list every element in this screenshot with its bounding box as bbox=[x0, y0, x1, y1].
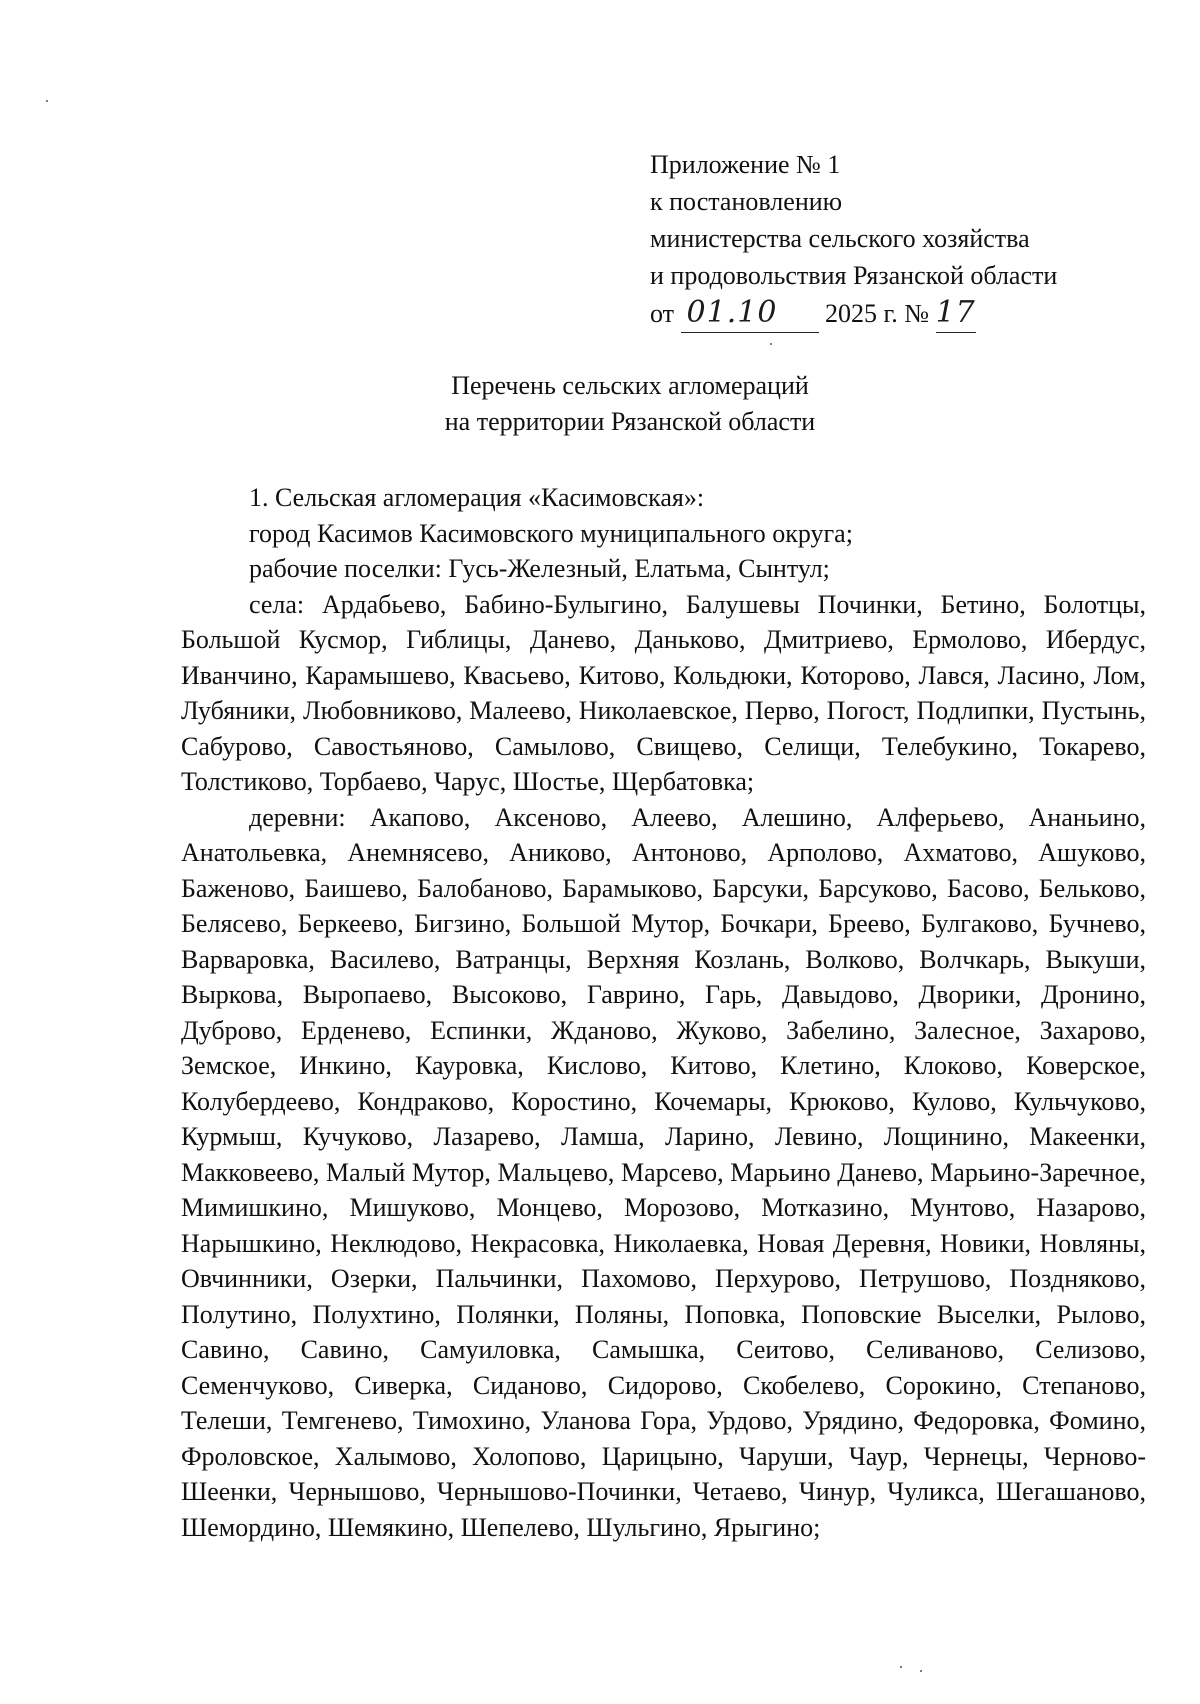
appendix-date-line bbox=[650, 294, 1057, 333]
appendix-ministry: министерства сельского хозяйства bbox=[650, 224, 1030, 253]
scan-speck bbox=[900, 1666, 902, 1668]
title-line-1: Перечень сельских агломераций bbox=[451, 371, 809, 400]
document-body bbox=[181, 480, 1146, 1545]
section-heading: 1. Сельская агломерация «Касимовская»: bbox=[249, 483, 705, 512]
scan-speck bbox=[920, 1670, 922, 1672]
title-line-2: на территории Рязанской области bbox=[444, 407, 816, 436]
section-villages: села: Ардабьево, Бабино-Булыгино, Балушевы Починки, Бетино, Болотцы, Большой Кусмор, Гиблицы, Данево, Даньково, Дмитриево, Ермолово, Ибердус, Иванчино, Карамышево, Квасьево, Китово, Кольдюки, Которово, Лався, Ласино, Лом, Лубяники, Любовниково, Малеево, Николаевское, Перво, Погост, Подлипки, Пустынь, Сабурово, Савостьяново, Самылово, Свищево, Селищи, Телебукино, Токарево, Толстиково, Торбаево, Чарус, Шостье, Щербатовка; bbox=[181, 589, 1146, 796]
scan-speck bbox=[770, 343, 772, 345]
year-and-number-label: 2025 г. № bbox=[825, 299, 930, 328]
appendix-ministry-region: и продовольствия Рязанской области bbox=[650, 261, 1058, 290]
document-title bbox=[360, 368, 900, 440]
appendix-to-resolution: к постановлению bbox=[650, 187, 843, 216]
section-settlements: рабочие поселки: Гусь-Железный, Елатьма, Сынтул; bbox=[249, 554, 830, 583]
handwritten-number: 17 bbox=[935, 295, 976, 330]
section-city: город Касимов Касимовского муниципального округа; bbox=[249, 518, 853, 548]
handwritten-date: 01.10 bbox=[686, 295, 778, 330]
number-field bbox=[936, 294, 976, 333]
appendix-number: Приложение № 1 bbox=[650, 150, 841, 179]
appendix-header bbox=[650, 146, 1057, 333]
section-hamlets: деревни: Акапово, Аксеново, Алеево, Алешино, Алферьево, Ананьино, Анатольевка, Анемнясево, Аниково, Антоново, Арполово, Ахматово, Ашуково, Баженово, Баишево, Балобаново, Барамыково, Барсуки, Барсуково, Басово, Бельково, Белясево, Беркеево, Бигзино, Большой Мутор, Бочкари, Бреево, Булгаково, Бучнево, Варваровка, Василево, Ватранцы, Верхняя Козлань, Волково, Волчкарь, Выкуши, Выркова, Выропаево, Высоково, Гаврино, Гарь, Давыдово, Дворики, Дронино, Дуброво, Ерденево, Еспинки, Жданово, Жуково, Забелино, Залесное, Захарово, Земское, Инкино, Кауровка, Кислово, Китово, Клетино, Клоково, Коверское, Колубердеево, Кондраково, Коростино, Кочемары, Крюково, Кулово, Кульчуково, Курмыш, Кучуково, Лазарево, Ламша, Ларино, Левино, Лощинино, Макеенки, Макковеево, Малый Мутор, Мальцево, Марсево, Марьино Данево, Марьино-Заречное, Мимишкино, Мишуково, Монцево, Морозово, Мотказино, Мунтово, Назарово, Нарышкино, Неклюдово, Некрасовка, Николаевка, Новая Деревня, Новики, Новляны, Овчинники, Озерки, Пальчинки, Пахомово, Перхурово, Петрушово, Поздняково, Полутино, Полухтино, Полянки, Поляны, Поповка, Поповские Выселки, Рылово, Савино, Савино, Самуиловка, Самышка, Сеитово, Селиваново, Селизово, Семенчуково, Сиверка, Сиданово, Сидорово, Скобелево, Сорокино, Степаново, Телеши, Темгенево, Тимохино, Уланова Гора, Урдово, Урядино, Федоровка, Фомино, Фроловское, Халымово, Холопово, Царицыно, Чаруши, Чаур, Чернецы, Черново-Шеенки, Чернышово, Чернышово-Починки, Четаево, Чинур, Чуликса, Шегашаново, Шемордино, Шемякино, Шепелево, Шульгино, Ярыгино; bbox=[181, 802, 1146, 1542]
scan-speck bbox=[46, 100, 48, 102]
date-field bbox=[681, 294, 819, 333]
date-prefix: от bbox=[650, 299, 675, 328]
